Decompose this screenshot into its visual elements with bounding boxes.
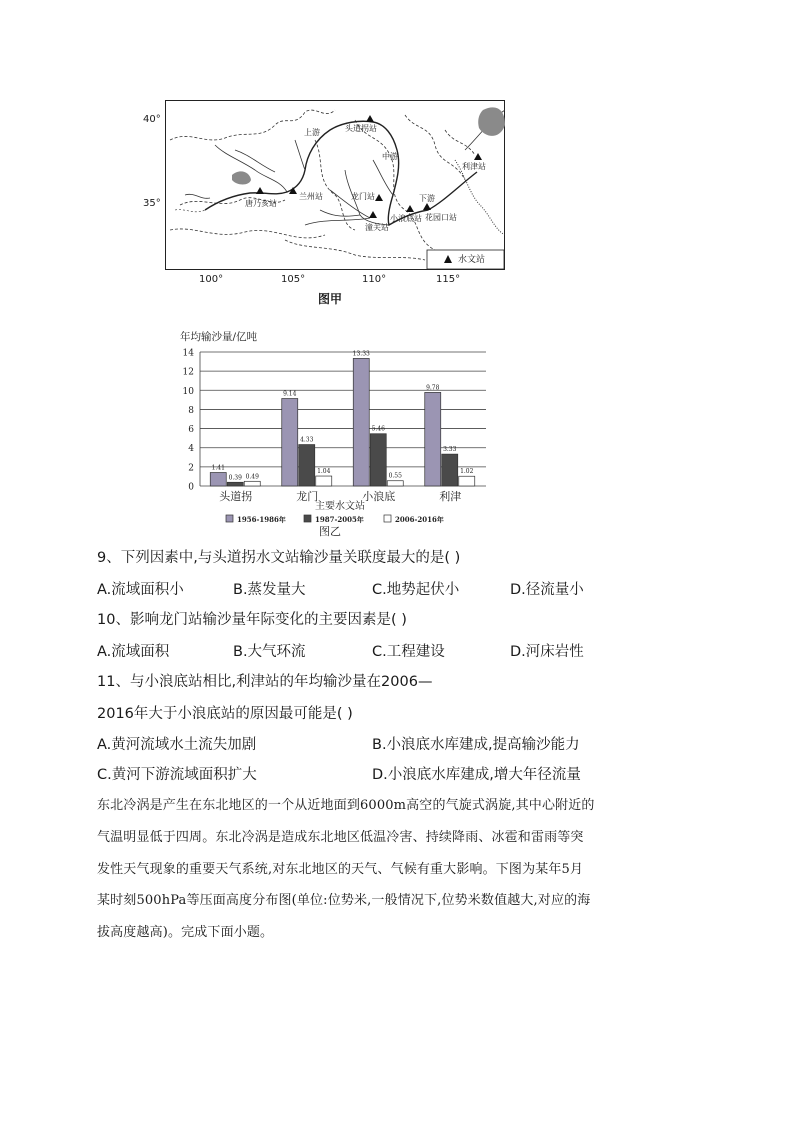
lon-label-115: 115° <box>436 274 461 285</box>
bar <box>370 434 386 486</box>
passage-line-1: 东北冷涡是产生在东北地区的一个从近地面到6000m高空的气旋式涡旋,其中心附近的 <box>97 798 595 813</box>
map-label-toudaoguai: 头道拐站 <box>345 124 377 133</box>
legend-swatch <box>226 515 233 522</box>
q9-option-b[interactable]: B.蒸发量大 <box>233 582 306 598</box>
lon-label-110: 110° <box>362 274 387 285</box>
lat-label-35: 35° <box>143 198 161 209</box>
map-label-xiaolangdi: 小浪底站 <box>390 214 422 223</box>
question-11-stem-line1: 11、与小浪底站相比,利津站的年均输沙量在2006— <box>97 674 433 690</box>
map-label-lanzhou: 兰州站 <box>299 192 323 201</box>
chart-ylabel: 年均输沙量/亿吨 <box>180 331 258 343</box>
x-category-label: 头道拐 <box>219 490 253 503</box>
bar <box>442 454 458 486</box>
question-9-stem: 9、下列因素中,与头道拐水文站输沙量关联度最大的是( ) <box>97 550 461 566</box>
question-10-stem: 10、影响龙门站输沙量年际变化的主要因素是( ) <box>97 612 407 628</box>
q9-option-a[interactable]: A.流域面积小 <box>97 582 184 598</box>
bar-value-label: 13.33 <box>352 350 370 358</box>
sediment-chart <box>170 326 500 540</box>
bar-value-label: 1.41 <box>211 464 225 472</box>
bar <box>316 476 332 486</box>
bar-value-label: 0.55 <box>388 472 402 480</box>
passage-line-2: 气温明显低于四周。东北冷涡是造成东北地区低温冷害、持续降雨、冰雹和雷雨等突 <box>97 830 584 845</box>
q11-option-c[interactable]: C.黄河下游流域面积扩大 <box>97 767 257 783</box>
bar-value-label: 5.46 <box>371 425 385 433</box>
y-tick-label: 0 <box>188 482 194 493</box>
map-label-tangnaihai: 唐乃亥站 <box>245 199 277 208</box>
bar <box>282 399 298 486</box>
bar-value-label: 9.14 <box>283 390 297 398</box>
bar <box>210 473 226 486</box>
q11-option-a[interactable]: A.黄河流域水土流失加剧 <box>97 737 257 753</box>
map-label-zhongyou: 中游 <box>382 152 398 161</box>
legend-swatch <box>304 515 311 522</box>
bar-value-label: 0.39 <box>228 474 242 482</box>
bar <box>387 481 403 486</box>
q10-option-b[interactable]: B.大气环流 <box>233 644 306 660</box>
lat-label-40: 40° <box>143 114 161 125</box>
q10-option-c[interactable]: C.工程建设 <box>372 644 445 660</box>
bar <box>459 476 475 486</box>
y-tick-label: 12 <box>182 367 194 378</box>
bar-value-label: 3.33 <box>443 446 457 454</box>
y-tick-label: 4 <box>188 444 194 455</box>
bar-value-label: 4.33 <box>300 436 314 444</box>
q9-option-d[interactable]: D.径流量小 <box>510 582 584 598</box>
q10-option-d[interactable]: D.河床岩性 <box>510 644 584 660</box>
map-drawing <box>165 100 505 270</box>
chart-title: 图乙 <box>319 525 341 538</box>
map-label-tongguan: 潼关站 <box>365 223 389 232</box>
chart-xlabel: 主要水文站 <box>315 501 365 512</box>
y-tick-label: 10 <box>182 386 194 397</box>
bar <box>299 445 315 486</box>
bar <box>425 392 441 486</box>
passage-line-5: 拔高度越高)。完成下面小题。 <box>97 925 274 940</box>
map-legend-label: 水文站 <box>458 255 486 265</box>
bar-value-label: 1.02 <box>460 468 474 476</box>
lon-label-100: 100° <box>199 274 224 285</box>
chart-svg <box>170 326 500 540</box>
bar-value-label: 9.78 <box>426 384 440 392</box>
map-title: 图甲 <box>318 292 343 306</box>
map-label-longmen: 龙门站 <box>351 192 375 201</box>
y-tick-label: 2 <box>188 463 194 474</box>
bar-value-label: 1.04 <box>317 468 331 476</box>
q11-option-b[interactable]: B.小浪底水库建成,提高输沙能力 <box>372 737 580 753</box>
lon-label-105: 105° <box>281 274 306 285</box>
legend-label: 1987-2005年 <box>315 515 364 524</box>
question-11-stem-line2: 2016年大于小浪底站的原因最可能是( ) <box>97 706 353 722</box>
legend-label: 1956-1986年 <box>237 515 286 524</box>
x-category-label: 小浪底 <box>362 490 396 503</box>
q11-option-d[interactable]: D.小浪底水库建成,增大年径流量 <box>372 767 581 783</box>
legend-swatch <box>384 515 391 522</box>
yellow-river-map <box>165 100 505 270</box>
y-tick-label: 8 <box>188 405 194 416</box>
x-category-label: 利津 <box>439 490 462 503</box>
map-label-xiayou: 下游 <box>419 194 435 203</box>
bar <box>353 358 369 486</box>
map-label-huayuankou: 花园口站 <box>425 213 457 222</box>
map-label-lijin: 利津站 <box>462 162 486 171</box>
passage-line-3: 发性天气现象的重要天气系统,对东北地区的天气、气候有重大影响。下图为某年5月 <box>97 862 584 877</box>
q10-option-a[interactable]: A.流域面积 <box>97 644 170 660</box>
legend-label: 2006-2016年 <box>395 515 444 524</box>
q9-option-c[interactable]: C.地势起伏小 <box>372 582 460 598</box>
y-tick-label: 14 <box>182 348 194 359</box>
map-label-shangyou: 上游 <box>304 128 320 137</box>
bar <box>244 481 260 486</box>
bar <box>227 482 243 486</box>
passage-line-4: 某时刻500hPa等压面高度分布图(单位:位势米,一般情况下,位势米数值越大,对应的海 <box>97 893 591 908</box>
y-tick-label: 6 <box>188 425 194 436</box>
bar-value-label: 0.49 <box>245 473 259 481</box>
x-category-label: 龙门 <box>296 490 319 503</box>
